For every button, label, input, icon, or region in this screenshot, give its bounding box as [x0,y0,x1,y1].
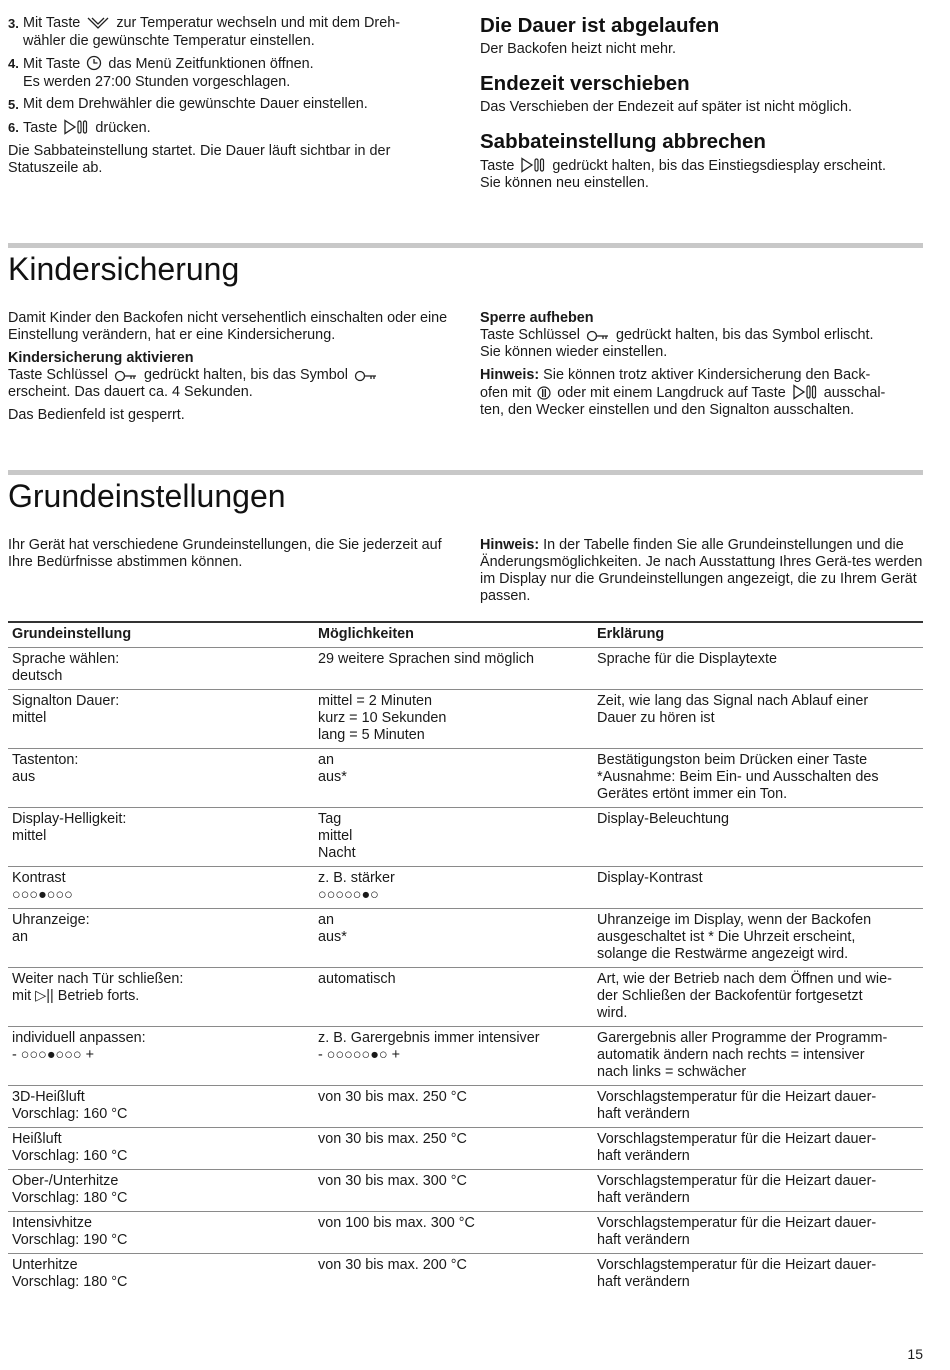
step-text: drücken. [95,119,151,136]
step-text: Es werden 27:00 Stunden vorgeschlagen. [23,73,291,90]
cell-line: Vorschlag: 180 °C [12,1190,128,1206]
explanation-cell [593,648,923,690]
column-header: Möglichkeiten [314,622,593,648]
cell-line: der Schließen der Backofentür fortgesetzt [597,988,863,1004]
explanation-cell [593,1128,923,1170]
cell-line: Uhranzeige: [12,912,90,928]
cell-line: deutsch [12,668,63,684]
setting-name-cell [8,1212,314,1254]
basic-settings-intro-column [8,537,453,571]
cell-line: z. B. stärker [318,870,395,886]
cell-line: von 30 bis max. 200 °C [318,1257,467,1273]
options-cell [314,968,593,1027]
cell-line: Vorschlagstemperatur für die Heizart dauer- [597,1089,877,1105]
options-cell [314,808,593,867]
cell-line: Sprache für die Displaytexte [597,651,777,667]
table-row [8,808,923,867]
step-5 [8,96,438,114]
cell-line: von 30 bis max. 250 °C [318,1089,467,1105]
setting-name-cell [8,1170,314,1212]
cell-line: Tag [318,811,342,827]
cell-line: mittel [12,828,47,844]
text-fragment: Taste [480,158,515,174]
cell-line: Display-Helligkeit: [12,811,127,827]
cell-line: Heißluft [12,1131,62,1147]
setting-name-cell [8,690,314,749]
cell-line: Dauer zu hören ist [597,710,715,726]
explanation-cell [593,1212,923,1254]
text-fragment: Sie können neu einstellen. [480,175,649,191]
step-3 [8,15,438,50]
options-cell [314,749,593,808]
options-cell [314,690,593,749]
child-lock-left-column [8,310,448,424]
cell-line: Bestätigungston beim Drücken einer Taste [597,752,868,768]
cell-line: Vorschlagstemperatur für die Heizart dauer- [597,1215,877,1231]
table-row [8,648,923,690]
cell-line: Vorschlagstemperatur für die Heizart dauer- [597,1173,877,1189]
cell-line: Unterhitze [12,1257,78,1273]
column-header: Grundeinstellung [8,622,314,648]
cell-line: Vorschlag: 160 °C [12,1148,128,1164]
cell-line: lang = 5 Minuten [318,727,425,743]
cell-line: Gerätes ertönt immer ein Ton. [597,786,788,802]
cell-line: von 30 bis max. 300 °C [318,1173,467,1189]
cell-line: mittel = 2 Minuten [318,693,432,709]
setting-name-cell [8,1128,314,1170]
cell-line: mit ▷|| Betrieb forts. [12,988,140,1004]
start-pause-icon [520,157,546,173]
panel-locked-text: Das Bedienfeld ist gesperrt. [8,407,185,423]
step-text: wähler die gewünschte Temperatur einstellen. [23,32,315,49]
cell-line: haft verändern [597,1106,690,1122]
cell-line: automatik ändern nach rechts = intensiver [597,1047,865,1063]
explanation-cell [593,968,923,1027]
cell-line: ○○○○○●○ [318,887,379,903]
step-number: 4. [8,56,19,71]
step-4 [8,55,438,91]
setting-name-cell [8,648,314,690]
setting-name-cell [8,1086,314,1128]
basic-settings-hint [480,537,925,605]
options-cell [314,1128,593,1170]
table-body [8,648,923,1296]
step-text: Mit Taste [23,15,81,31]
explanation-cell [593,1254,923,1296]
cell-line: Art, wie der Betrieb nach dem Öffnen und wie- [597,971,892,987]
text-fragment: Sie können trotz aktiver Kindersicherung den Back- [543,367,871,383]
cell-line: Weiter nach Tür schließen: [12,971,184,987]
cell-line: kurz = 10 Sekunden [318,710,447,726]
options-cell [314,1027,593,1086]
text-fragment: ofen mit [480,385,532,401]
text-fragment: Sie können wieder einstellen. [480,344,668,360]
step-text: Taste [23,119,58,136]
cell-line: - ○○○●○○○ + [12,1047,95,1063]
setting-name-cell [8,749,314,808]
section-divider [8,470,923,475]
chevron-down-icon [86,16,110,30]
basic-settings-table [8,621,923,1295]
paragraph-release-lock [480,327,925,361]
explanation-cell [593,1086,923,1128]
cell-line: Ober-/Unterhitze [12,1173,119,1189]
start-pause-icon [792,384,818,400]
cell-line: haft verändern [597,1274,690,1290]
hint-text: In der Tabelle finden Sie alle Grundeinstellungen und die Änderungsmöglichkeiten. Je nach Ausstattung Ihres Gerä-tes werden im Display nur die Grundeinstellungen angezeigt, die zu Ihrem Gerät passen. [480,537,923,604]
step-text: Mit Taste [23,56,81,72]
child-lock-hint [480,367,925,419]
step-number: 3. [8,16,19,31]
table-row [8,1086,923,1128]
setting-name-cell [8,808,314,867]
table-row [8,867,923,909]
paragraph-shift-end-time: Das Verschieben der Endezeit auf später ist nicht möglich. [480,99,852,115]
hint-label: Hinweis: [480,537,540,553]
key-icon [354,370,378,382]
cell-line: Sprache wählen: [12,651,120,667]
heading-activate-child-lock: Kindersicherung aktivieren [8,350,194,366]
cell-line: Display-Kontrast [597,870,703,886]
table-row [8,1128,923,1170]
text-fragment: gedrückt halten, bis das Einstiegsdiesplay erscheint. [552,158,886,174]
sabbath-info-column [480,14,925,192]
options-cell [314,1254,593,1296]
explanation-cell [593,808,923,867]
options-cell [314,867,593,909]
heading-release-lock: Sperre aufheben [480,310,594,326]
setting-name-cell [8,968,314,1027]
cell-line: aus* [318,769,347,785]
cell-line: Vorschlagstemperatur für die Heizart dauer- [597,1257,877,1273]
cell-line: *Ausnahme: Beim Ein- und Ausschalten des [597,769,879,785]
cell-line: Uhranzeige im Display, wenn der Backofen [597,912,872,928]
power-icon [537,386,551,400]
hint-label: Hinweis: [480,367,540,383]
options-cell [314,648,593,690]
cell-line: Vorschlag: 190 °C [12,1232,128,1248]
cell-line: ○○○●○○○ [12,887,73,903]
step-number: 5. [8,97,19,112]
paragraph-cancel-sabbath [480,157,925,192]
basic-settings-intro: Ihr Gerät hat verschiedene Grundeinstellungen, die Sie jederzeit auf Ihre Bedürfnisse abstimmen können. [8,537,442,570]
table-row [8,1212,923,1254]
options-cell [314,1086,593,1128]
cell-line: Kontrast [12,870,66,886]
child-lock-right-column [480,310,925,419]
setting-name-cell [8,867,314,909]
step-text: das Menü Zeitfunktionen öffnen. [108,56,314,72]
cell-line: Signalton Dauer: [12,693,120,709]
key-icon [586,330,610,342]
start-pause-icon [63,119,89,135]
paragraph-duration-expired: Der Backofen heizt nicht mehr. [480,41,676,57]
cell-line: Vorschlagstemperatur für die Heizart dauer- [597,1131,877,1147]
cell-line: mittel [318,828,353,844]
cell-line: solange die Restwärme angezeigt wird. [597,946,849,962]
setting-name-cell [8,909,314,968]
step-number: 6. [8,119,19,135]
table-row [8,1170,923,1212]
step-result-text: Die Sabbateinstellung startet. Die Dauer läuft sichtbar in der Statuszeile ab. [8,143,391,176]
text-fragment: Taste Schlüssel [8,367,108,383]
explanation-cell [593,867,923,909]
step-text: Mit dem Drehwähler die gewünschte Dauer einstellen. [23,96,368,112]
table-row [8,1027,923,1086]
cell-line: 29 weitere Sprachen sind möglich [318,651,534,667]
heading-duration-expired: Die Dauer ist abgelaufen [480,14,720,37]
heading-shift-end-time: Endezeit verschieben [480,72,690,95]
cell-line: Tastenton: [12,752,79,768]
cell-line: Nacht [318,845,356,861]
basic-settings-hint-column [480,537,925,605]
table-header-row [8,622,923,648]
options-cell [314,909,593,968]
table-row [8,749,923,808]
cell-line: Zeit, wie lang das Signal nach Ablauf einer [597,693,869,709]
explanation-cell [593,749,923,808]
explanation-cell [593,909,923,968]
options-cell [314,1170,593,1212]
sabbath-steps-column [8,15,438,177]
explanation-cell [593,1027,923,1086]
cell-line: von 100 bis max. 300 °C [318,1215,475,1231]
cell-line: Display-Beleuchtung [597,811,729,827]
heading-child-lock: Kindersicherung [8,251,240,287]
cell-line: wird. [597,1005,628,1021]
page-number: 15 [907,1346,923,1362]
cell-line: an [12,929,29,945]
cell-line: Vorschlag: 180 °C [12,1274,128,1290]
cell-line: Intensivhitze [12,1215,92,1231]
cell-line: an [318,912,335,928]
heading-basic-settings: Grundeinstellungen [8,478,286,514]
cell-line: Garergebnis aller Programme der Programm- [597,1030,888,1046]
child-lock-intro: Damit Kinder den Backofen nicht versehentlich einschalten oder eine Einstellung verändern, hat er eine Kindersicherung. [8,310,448,343]
cell-line: - ○○○○○●○ + [318,1047,401,1063]
section-divider [8,243,923,248]
cell-line: haft verändern [597,1232,690,1248]
cell-line: haft verändern [597,1148,690,1164]
setting-name-cell [8,1254,314,1296]
cell-line: z. B. Garergebnis immer intensiver [318,1030,540,1046]
table-row [8,909,923,968]
text-fragment: erscheint. Das dauert ca. 4 Sekunden. [8,384,253,400]
options-cell [314,1212,593,1254]
text-fragment: Taste Schlüssel [480,327,580,343]
cell-line: mittel [12,710,47,726]
step-text: zur Temperatur wechseln und mit dem Dreh- [116,15,400,31]
cell-line: von 30 bis max. 250 °C [318,1131,467,1147]
table-row [8,1254,923,1296]
setting-name-cell [8,1027,314,1086]
key-icon [114,370,138,382]
table-row [8,968,923,1027]
cell-line: Vorschlag: 160 °C [12,1106,128,1122]
text-fragment: ausschal- [823,385,886,401]
column-header: Erklärung [593,622,923,648]
explanation-cell [593,1170,923,1212]
cell-line: nach links = schwächer [597,1064,747,1080]
step-6 [8,119,438,138]
text-fragment: gedrückt halten, bis das Symbol [143,367,348,383]
table-row [8,690,923,749]
sabbath-steps [8,15,438,137]
text-fragment: oder mit einem Langdruck auf Taste [557,385,786,401]
cell-line: individuell anpassen: [12,1030,146,1046]
cell-line: aus* [318,929,347,945]
clock-icon [86,55,102,71]
text-fragment: gedrückt halten, bis das Symbol erlischt. [615,327,874,343]
heading-cancel-sabbath: Sabbateinstellung abbrechen [480,130,766,153]
cell-line: 3D-Heißluft [12,1089,85,1105]
text-fragment: ten, den Wecker einstellen und den Signalton ausschalten. [480,402,855,418]
cell-line: automatisch [318,971,396,987]
paragraph-activate-child-lock [8,367,448,401]
cell-line: haft verändern [597,1190,690,1206]
explanation-cell [593,690,923,749]
cell-line: aus [12,769,36,785]
cell-line: an [318,752,335,768]
cell-line: ausgeschaltet ist * Die Uhrzeit erscheint, [597,929,856,945]
